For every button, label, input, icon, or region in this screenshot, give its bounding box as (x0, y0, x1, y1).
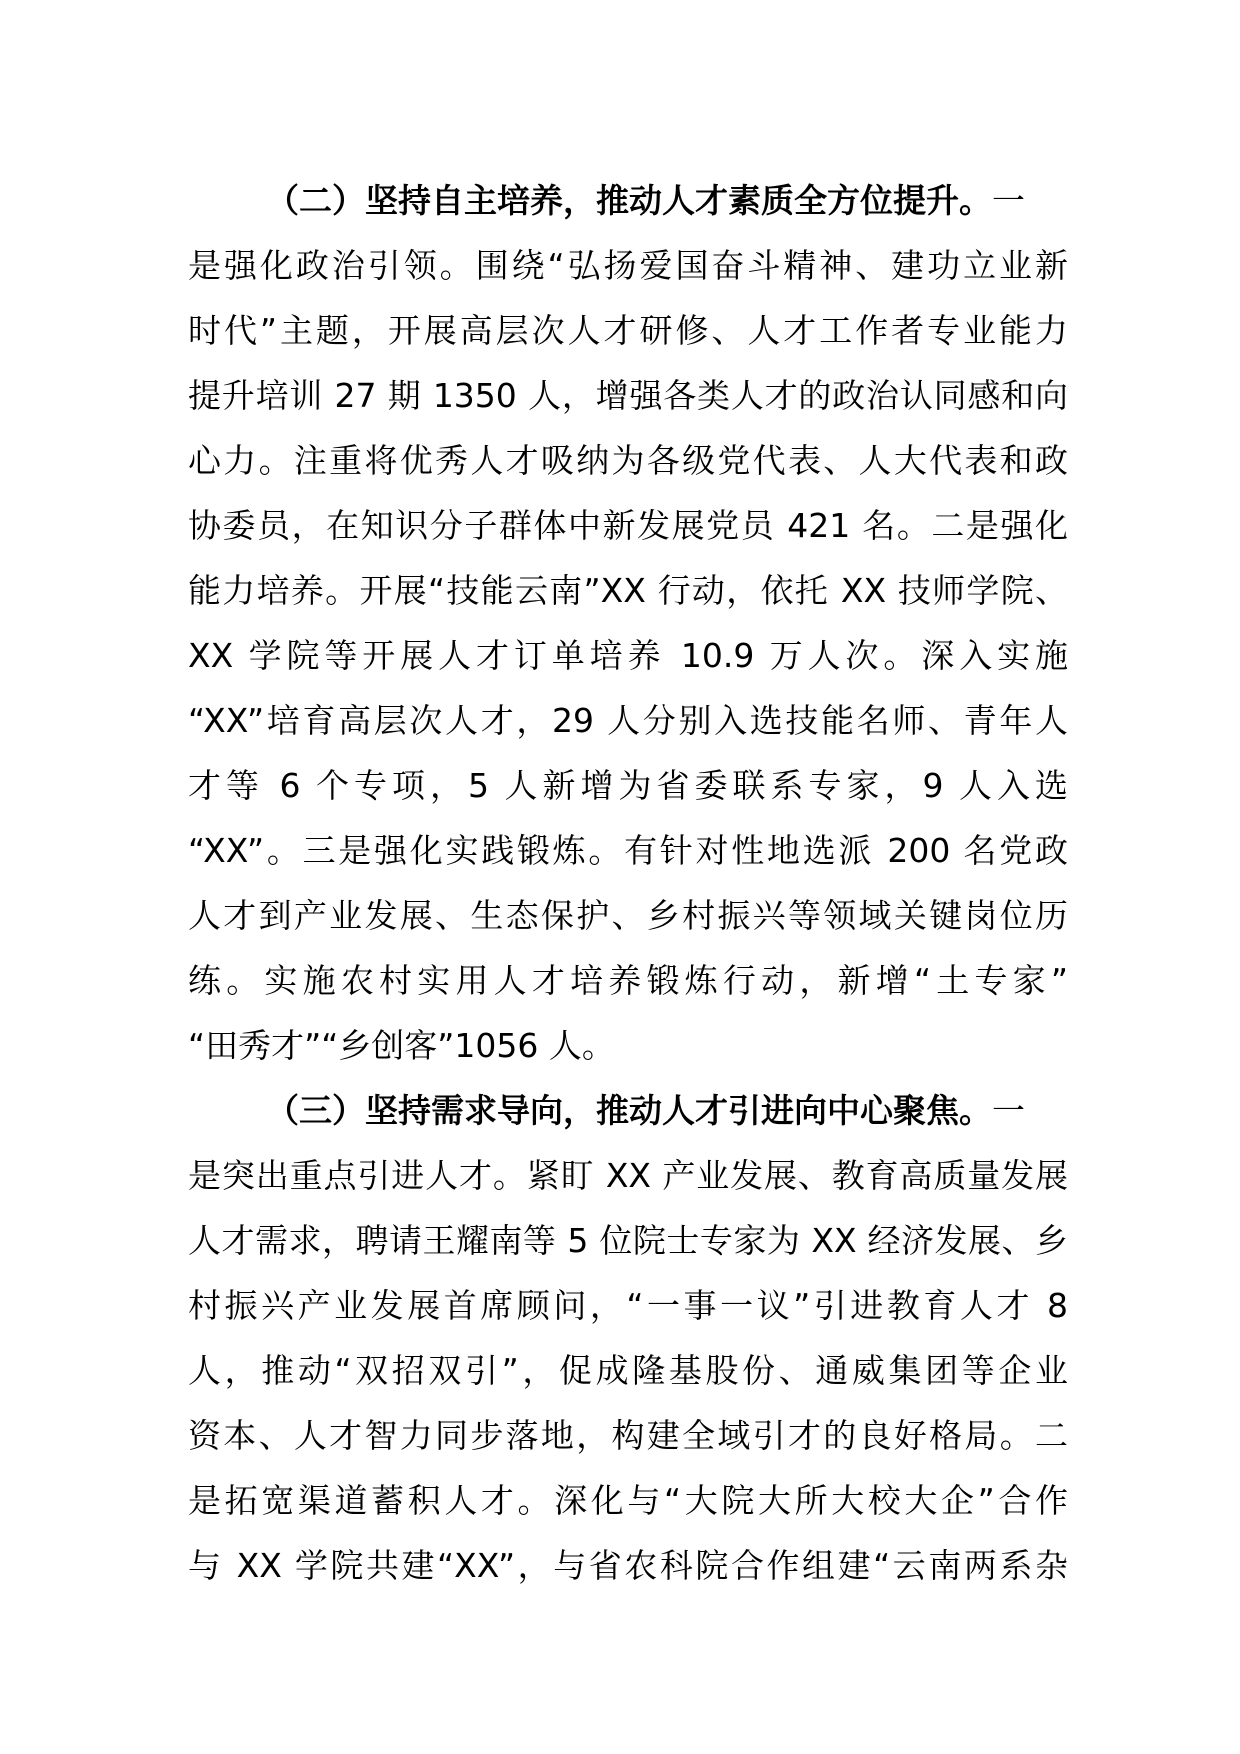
paragraph-line: 人才到产业发展、生态保护、乡村振兴等领域关键岗位历 (188, 896, 1068, 935)
paragraph-line: 心力。注重将优秀人才吸纳为各级党代表、人大代表和政 (188, 441, 1068, 480)
paragraph-line: 资本、人才智力同步落地，构建全域引才的良好格局。二 (188, 1416, 1068, 1455)
paragraph-line: 练。实施农村实用人才培养锻炼行动，新增“土专家” (188, 961, 1068, 1000)
paragraph-line: 村振兴产业发展首席顾问，“一事一议”引进教育人才 8 (188, 1286, 1068, 1325)
paragraph-line: 是拓宽渠道蓄积人才。深化与“大院大所大校大企”合作 (188, 1481, 1068, 1520)
paragraph-line: 提升培训 27 期 1350 人，增强各类人才的政治认同感和向 (188, 376, 1068, 415)
document-body (188, 168, 1068, 1598)
paragraph-text: 一 (992, 1091, 1025, 1130)
paragraph-line: 协委员，在知识分子群体中新发展党员 421 名。二是强化 (188, 506, 1068, 545)
paragraph-line: 与 XX 学院共建“XX”，与省农科院合作组建“云南两系杂 (188, 1546, 1068, 1585)
section-heading-line (188, 168, 1068, 233)
paragraph-line: 是突出重点引进人才。紧盯 XX 产业发展、教育高质量发展 (188, 1156, 1068, 1195)
paragraph-line: 能力培养。开展“技能云南”XX 行动，依托 XX 技师学院、 (188, 571, 1068, 610)
section-heading-2: （二）坚持自主培养，推动人才素质全方位提升。 (266, 181, 992, 220)
paragraph-line: “XX”培育高层次人才，29 人分别入选技能名师、青年人 (188, 701, 1068, 740)
section-heading-line (188, 1078, 1068, 1143)
paragraph-line: 是强化政治引领。围绕“弘扬爱国奋斗精神、建功立业新 (188, 246, 1068, 285)
paragraph-line: “XX”。三是强化实践锻炼。有针对性地选派 200 名党政 (188, 831, 1068, 870)
paragraph-line: 人，推动“双招双引”，促成隆基股份、通威集团等企业 (188, 1351, 1068, 1390)
paragraph-line-last: “田秀才”“乡创客”1056 人。 (188, 1026, 615, 1065)
paragraph-line: 才等 6 个专项，5 人新增为省委联系专家，9 人入选 (188, 766, 1068, 805)
paragraph-text: 一 (992, 181, 1025, 220)
paragraph-line: 人才需求，聘请王耀南等 5 位院士专家为 XX 经济发展、乡 (188, 1221, 1068, 1260)
section-heading-3: （三）坚持需求导向，推动人才引进向中心聚焦。 (266, 1091, 992, 1130)
paragraph-line: XX 学院等开展人才订单培养 10.9 万人次。深入实施 (188, 636, 1068, 675)
paragraph-line: 时代”主题，开展高层次人才研修、人才工作者专业能力 (188, 311, 1068, 350)
